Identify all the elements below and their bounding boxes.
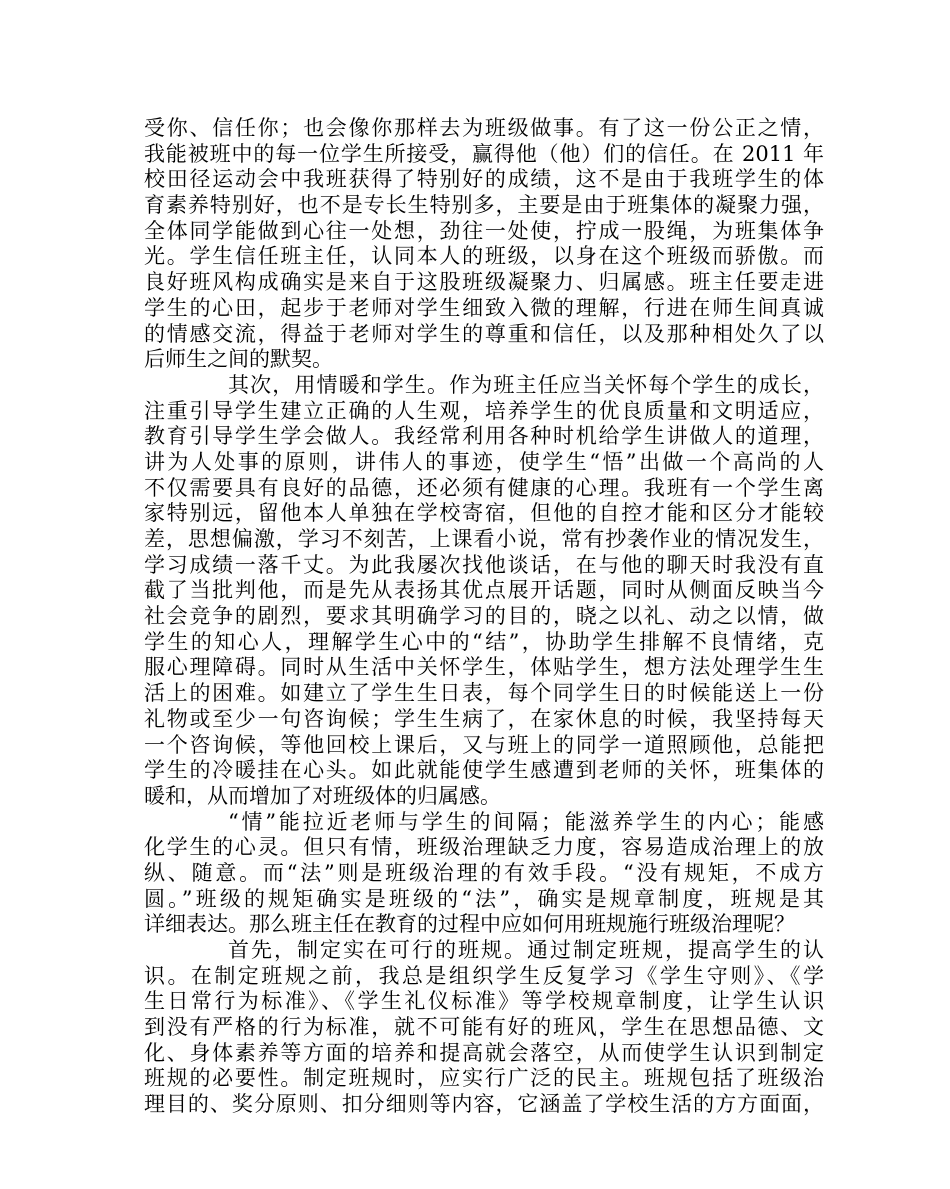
text-line: 班规的必要性。制定班规时，应实行广泛的民主。班规包括了班级治: [144, 1066, 824, 1091]
text-line: 家特别远，留他本人单独在学校寄宿，但他的自控才能和区分才能较: [144, 501, 824, 526]
text-line: 暖和，从而增加了对班级体的归属感。: [144, 783, 501, 808]
text-line: 全体同学能做到心往一处想，劲往一处使，拧成一股绳，为班集体争: [144, 218, 824, 243]
text-line: 不仅需要具有良好的品德，还必须有健康的心理。我班有一个学生离: [144, 475, 824, 500]
text-line: 的情感交流，得益于老师对学生的尊重和信任，以及那种相处久了以: [144, 321, 824, 346]
text-line: 社会竞争的剧烈，要求其明确学习的目的，晓之以礼、动之以情，做: [144, 604, 824, 629]
text-line: 学习成绩一落千丈。为此我屡次找他谈话，在与他的聊天时我没有直: [144, 552, 824, 577]
text-line: 活上的困难。如建立了学生生日表，每个同学生日的时候能送上一份: [144, 681, 824, 706]
text-line: 后师生之间的默契。: [144, 347, 333, 372]
text-line: 良好班风构成确实是来自于这股班级凝聚力、归属感。班主任要走进: [144, 270, 824, 295]
paragraph-first-line: 首先，制定实在可行的班规。通过制定班规，提高学生的认: [228, 938, 824, 962]
text-line: 一个咨询候，等他回校上课后，又与班上的同学一道照顾他，总能把: [144, 732, 824, 757]
text-line: 化、身体素养等方面的培养和提高就会落空，从而使学生认识到制定: [144, 1040, 824, 1065]
text-line: 注重引导学生建立正确的人生观，培养学生的优良质量和文明适应，: [144, 398, 824, 423]
text-line: 理目的、奖分原则、扣分细则等内容，它涵盖了学校生活的方方面面，: [144, 1092, 824, 1117]
text-line: 服心理障碍。同时从生活中关怀学生，体贴学生，想方法处理学生生: [144, 655, 824, 680]
text-line: 纵、随意。而“法”则是班级治理的有效手段。“没有规矩，不成方: [144, 860, 824, 885]
text-line: 光。学生信任班主任，认同本人的班级，以身在这个班级而骄傲。而: [144, 244, 824, 269]
text-line: 化学生的心灵。但只有情，班级治理缺乏力度，容易造成治理上的放: [144, 835, 824, 860]
text-line: 学生的心田，起步于老师对学生细致入微的理解，行进在师生间真诚: [144, 295, 824, 320]
text-line: 圆。”班级的规矩确实是班级的“法”，确实是规章制度，班规是其: [144, 886, 824, 911]
text-line: 学生的冷暖挂在心头。如此就能使学生感遭到老师的关怀，班集体的: [144, 758, 824, 783]
text-line: 截了当批判他，而是先从表扬其优点展开话题，同时从侧面反映当今: [144, 578, 824, 603]
text-line: 学生的知心人，理解学生心中的“结”，协助学生排解不良情绪，克: [144, 629, 824, 654]
text-line: 详细表达。那么班主任在教育的过程中应如何用班规施行班级治理呢？: [144, 912, 795, 937]
text-line: 生日常行为标准》、《学生礼仪标准》等学校规章制度，让学生认识: [144, 989, 824, 1014]
text-line: 校田径运动会中我班获得了特别好的成绩，这不是由于我班学生的体: [144, 167, 824, 192]
text-line: 教育引导学生学会做人。我经常利用各种时机给学生讲做人的道理，: [144, 424, 824, 449]
body-text: [144, 116, 824, 1118]
text-line: 差，思想偏激，学习不刻苦，上课看小说，常有抄袭作业的情况发生，: [144, 527, 824, 551]
text-line: 讲为人处事的原则，讲伟人的事迹，使学生“悟”出做一个高尚的人: [144, 449, 824, 474]
text-line: 到没有严格的行为标准，就不可能有好的班风，学生在思想品德、文: [144, 1015, 824, 1040]
paragraph-first-line: 其次，用情暖和学生。作为班主任应当关怀每个学生的成长，: [228, 372, 824, 397]
text-line: 识。在制定班规之前，我总是组织学生反复学习《学生守则》、《学: [144, 963, 824, 988]
text-line: 受你、信任你；也会像你那样去为班级做事。有了这一份公正之情，: [144, 116, 824, 140]
text-line: 育素养特别好，也不是专长生特别多，主要是由于班集体的凝聚力强，: [144, 193, 824, 218]
paragraph-first-line: “情”能拉近老师与学生的间隔；能滋养学生的内心；能感: [228, 809, 824, 834]
text-line: 礼物或至少一句咨询候；学生生病了，在家休息的时候，我坚持每天: [144, 706, 824, 731]
text-line: 我能被班中的每一位学生所接受，赢得他（他）们的信任。在 2011 年: [144, 141, 824, 166]
